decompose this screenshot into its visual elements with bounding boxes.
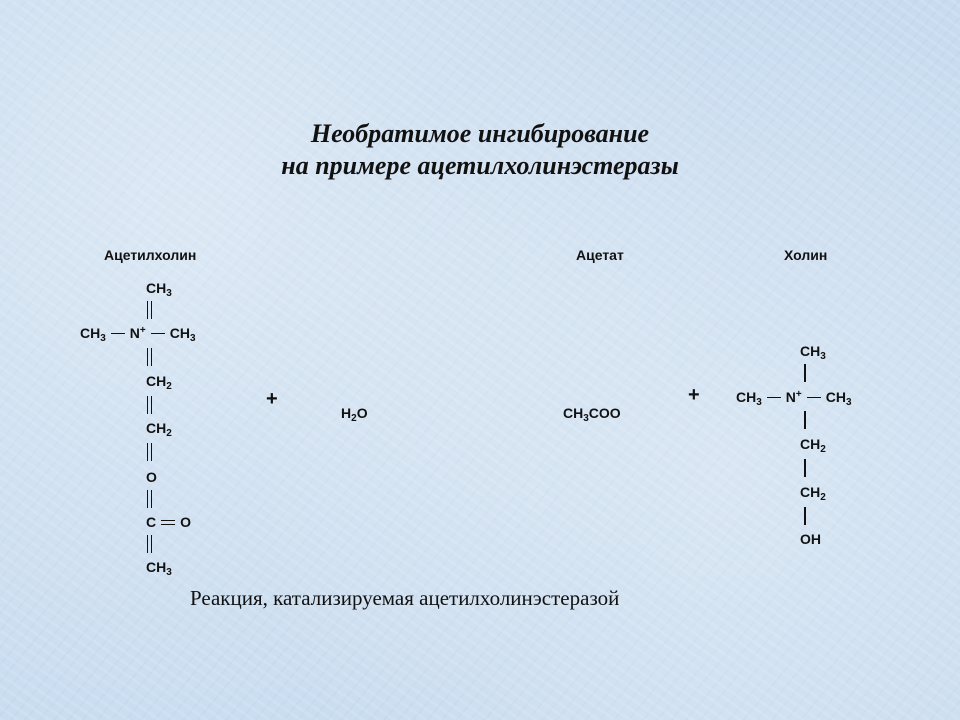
title-line-1: Необратимое ингибирование: [310, 119, 650, 148]
cho-ch2-1: $CH_2$: [800, 436, 826, 455]
cho-ammonium-row: $CH_3$ N+ $CH_3$: [736, 389, 852, 408]
ach-bond-5: [147, 490, 152, 508]
ach-carbonyl: C O: [146, 514, 192, 530]
acetate-formula: $CH_3COO$: [563, 405, 621, 424]
ach-ammonium-row: $CH_3$ N+ $CH_3$: [80, 325, 196, 344]
ach-ch2-2: $CH_2$: [146, 420, 172, 439]
ach-bond-6: [147, 535, 152, 553]
ach-ester-oxygen: O: [146, 469, 157, 485]
water-formula: $H_2O$: [341, 405, 368, 424]
ach-bond-1: [147, 301, 152, 319]
cho-bond-3: [804, 459, 806, 477]
cho-ch2-2: $CH_2$: [800, 484, 826, 503]
ach-bond-3: [147, 396, 152, 414]
ach-bond-2: [147, 348, 152, 366]
label-acetylcholine: Ацетилхолин: [104, 247, 197, 263]
plus-sign-1: +: [266, 388, 278, 410]
ach-bond-4: [147, 443, 152, 461]
title-line-2: на примере ацетилхолинэстеразы: [281, 151, 679, 180]
label-choline: Холин: [784, 247, 828, 263]
cho-hydroxyl: OH: [800, 531, 821, 547]
ach-ch2-1: $CH_2$: [146, 373, 172, 392]
plus-sign-2: +: [688, 384, 700, 406]
cho-bond-2: [804, 411, 806, 429]
cho-top-methyl: $CH_3$: [800, 343, 826, 362]
label-acetate: Ацетат: [576, 247, 624, 263]
cho-bond-1: [804, 364, 806, 382]
slide-title: [0, 118, 960, 182]
ach-top-methyl: $CH_3$: [146, 280, 172, 299]
reaction-caption: Реакция, катализируемая ацетилхолинэстеразой: [190, 586, 620, 610]
cho-bond-4: [804, 507, 806, 525]
ach-acetyl-methyl: $CH_3$: [146, 559, 172, 578]
